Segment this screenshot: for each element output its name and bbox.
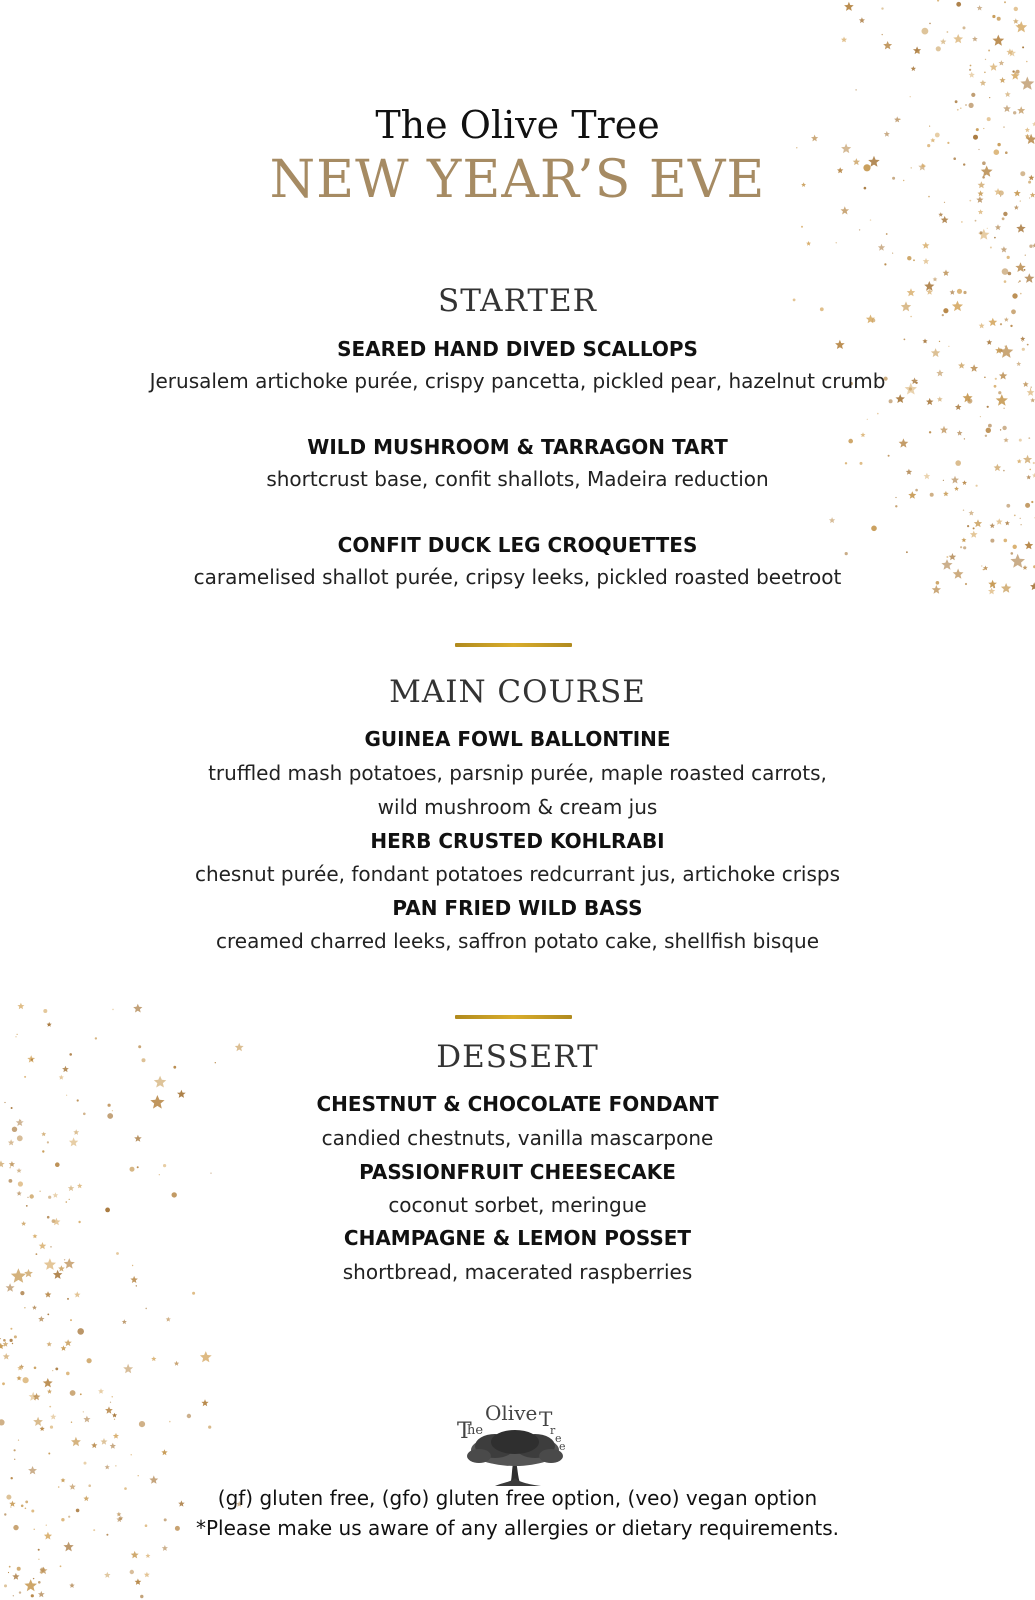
sparkle-dot bbox=[77, 1328, 84, 1335]
sparkle-dot bbox=[937, 0, 939, 2]
sparkle-dot bbox=[32, 1305, 37, 1310]
sparkle-dot bbox=[963, 26, 966, 29]
sparkle-dot bbox=[33, 1417, 43, 1426]
sparkle-dot bbox=[14, 1449, 16, 1451]
svg-text:Olive: Olive bbox=[485, 1401, 538, 1425]
sparkle-dot bbox=[943, 270, 950, 276]
sparkle-dot bbox=[882, 34, 883, 35]
sparkle-dot bbox=[1000, 323, 1002, 325]
sparkle-dot bbox=[61, 1345, 67, 1350]
sparkle-dot bbox=[19, 1591, 21, 1593]
sparkle-dot bbox=[988, 50, 990, 52]
sparkle-dot bbox=[1014, 7, 1018, 11]
sparkle-dot bbox=[28, 1466, 37, 1474]
sparkle-dot bbox=[1000, 429, 1001, 430]
sparkle-dot bbox=[4, 1584, 7, 1587]
sparkle-dot bbox=[40, 1426, 45, 1431]
sparkle-dot bbox=[1030, 398, 1035, 403]
sparkle-dot bbox=[1008, 272, 1012, 276]
svg-text:T: T bbox=[539, 1407, 553, 1431]
sparkle-dot bbox=[933, 277, 938, 282]
sparkle-dot bbox=[1020, 77, 1034, 90]
sparkle-dot bbox=[146, 1553, 151, 1558]
gold-sparkle-decoration-bottom-left bbox=[0, 1000, 270, 1600]
sparkle-dot bbox=[990, 523, 996, 528]
dish-name: CONFIT DUCK LEG CROQUETTES bbox=[337, 533, 698, 557]
sparkle-dot bbox=[84, 1462, 87, 1465]
sparkle-dot bbox=[70, 1390, 76, 1396]
sparkle-dot bbox=[104, 1572, 110, 1578]
dish-description: Jerusalem artichoke purée, crispy pancetta, pickled pear, hazelnut crumb bbox=[149, 369, 886, 393]
sparkle-dot bbox=[987, 406, 989, 408]
olive-tree-icon bbox=[455, 1398, 579, 1490]
sparkle-dot bbox=[1003, 408, 1004, 409]
dish-name: CHAMPAGNE & LEMON POSSET bbox=[343, 1226, 692, 1250]
sparkle-dot bbox=[984, 72, 986, 74]
sparkle-dot bbox=[17, 1567, 21, 1571]
sparkle-dot bbox=[131, 1454, 132, 1455]
sparkle-dot bbox=[133, 1004, 142, 1013]
sparkle-dot bbox=[24, 1076, 26, 1078]
event-title: NEW YEAR’S EVE bbox=[269, 150, 766, 210]
sparkle-dot bbox=[149, 1475, 158, 1483]
sparkle-dot bbox=[40, 1191, 41, 1192]
sparkle-dot bbox=[17, 1034, 18, 1035]
sparkle-dot bbox=[17, 1003, 24, 1010]
sparkle-dot bbox=[947, 31, 949, 33]
sparkle-dot bbox=[999, 77, 1005, 83]
sparkle-dot bbox=[1012, 70, 1014, 72]
sparkle-dot bbox=[922, 242, 929, 249]
sparkle-dot bbox=[1019, 280, 1021, 282]
sparkle-dot bbox=[110, 1402, 111, 1403]
sparkle-dot bbox=[956, 2, 961, 7]
sparkle-dot bbox=[138, 1475, 139, 1476]
sparkle-dot bbox=[9, 1566, 11, 1568]
sparkle-dot bbox=[192, 1292, 195, 1295]
sparkle-dot bbox=[38, 1581, 41, 1584]
sparkle-dot bbox=[110, 1443, 116, 1449]
dish-description: coconut sorbet, meringue bbox=[388, 1193, 647, 1217]
sparkle-dot bbox=[999, 60, 1005, 65]
sparkle-dot bbox=[45, 1291, 52, 1297]
dish-description: truffled mash potatoes, parsnip purée, maple roasted carrots, bbox=[208, 761, 827, 785]
dish-name: WILD MUSHROOM & TARRAGON TART bbox=[307, 435, 728, 459]
sparkle-dot bbox=[1003, 212, 1007, 216]
sparkle-dot bbox=[926, 398, 934, 405]
svg-text:e: e bbox=[559, 1440, 566, 1453]
sparkle-dot bbox=[8, 1572, 9, 1573]
sparkle-dot bbox=[878, 244, 885, 251]
sparkle-dot bbox=[963, 510, 964, 511]
sparkle-dot bbox=[52, 1218, 60, 1226]
sparkle-dot bbox=[83, 1411, 84, 1412]
sparkle-dot bbox=[112, 1009, 114, 1011]
sparkle-dot bbox=[1029, 245, 1032, 248]
sparkle-dot bbox=[889, 399, 893, 403]
sparkle-dot bbox=[979, 323, 985, 329]
sparkle-dot bbox=[977, 5, 983, 10]
sparkle-dot bbox=[1017, 459, 1022, 464]
sparkle-dot bbox=[971, 93, 975, 97]
sparkle-dot bbox=[886, 233, 888, 235]
sparkle-dot bbox=[47, 1341, 52, 1346]
sparkle-dot bbox=[34, 1367, 37, 1370]
sparkle-dot bbox=[187, 1414, 191, 1418]
dish-description: chesnut purée, fondant potatoes redcurrant jus, artichoke crisps bbox=[194, 862, 841, 886]
sparkle-dot bbox=[144, 1572, 150, 1578]
sparkle-dot bbox=[112, 1396, 113, 1397]
sparkle-dot bbox=[907, 256, 911, 260]
sparkle-dot bbox=[841, 37, 847, 43]
sparkle-dot bbox=[993, 35, 1005, 46]
sparkle-dot bbox=[48, 1453, 50, 1455]
restaurant-name: The Olive Tree bbox=[375, 103, 660, 147]
sparkle-dot bbox=[990, 63, 998, 71]
sparkle-dot bbox=[836, 242, 837, 243]
sparkle-dot bbox=[1025, 255, 1026, 256]
sparkle-dot bbox=[112, 1413, 117, 1418]
sparkle-dot bbox=[969, 69, 971, 71]
sparkle-dot bbox=[10, 1339, 13, 1342]
sparkle-dot bbox=[996, 518, 1003, 524]
sparkle-dot bbox=[20, 1120, 21, 1121]
sparkle-dot bbox=[1004, 1, 1006, 3]
sparkle-dot bbox=[995, 224, 1001, 230]
sparkle-dot bbox=[895, 497, 896, 498]
sparkle-dot bbox=[967, 525, 969, 527]
sparkle-dot bbox=[936, 46, 941, 51]
sparkle-dot bbox=[860, 462, 863, 465]
sparkle-dot bbox=[12, 1343, 13, 1344]
sparkle-dot bbox=[1016, 224, 1025, 233]
sparkle-dot bbox=[0, 1338, 1, 1339]
sparkle-dot bbox=[140, 1595, 143, 1598]
sparkle-dot bbox=[13, 1595, 14, 1596]
sparkle-dot bbox=[989, 97, 990, 98]
svg-text:T: T bbox=[457, 1419, 472, 1444]
sparkle-dot bbox=[105, 1464, 110, 1469]
sparkle-dot bbox=[70, 1319, 72, 1321]
sparkle-dot bbox=[87, 1358, 92, 1363]
sparkle-dot bbox=[49, 1406, 51, 1408]
sparkle-dot bbox=[63, 1542, 73, 1552]
sparkle-dot bbox=[829, 517, 835, 523]
sparkle-dot bbox=[38, 1316, 44, 1322]
sparkle-dot bbox=[943, 491, 949, 496]
sparkle-dot bbox=[1002, 426, 1006, 430]
sparkle-dot bbox=[870, 219, 871, 220]
sparkle-dot bbox=[166, 1317, 171, 1322]
sparkle-dot bbox=[64, 1339, 71, 1346]
sparkle-dot bbox=[24, 1579, 37, 1591]
sparkle-dot bbox=[115, 1465, 116, 1466]
sparkle-dot bbox=[796, 147, 797, 148]
sparkle-dot bbox=[83, 1416, 90, 1423]
sparkle-dot bbox=[71, 1437, 81, 1447]
sparkle-dot bbox=[955, 460, 961, 466]
sparkle-dot bbox=[135, 1579, 142, 1585]
sparkle-dot bbox=[940, 426, 948, 434]
sparkle-dot bbox=[970, 65, 972, 67]
sparkle-dot bbox=[1014, 515, 1016, 517]
sparkle-dot bbox=[877, 413, 879, 415]
sparkle-dot bbox=[1022, 46, 1024, 48]
sparkle-dot bbox=[105, 1406, 113, 1413]
sparkle-dot bbox=[201, 1399, 208, 1406]
sparkle-dot bbox=[969, 510, 975, 515]
sparkle-dot bbox=[151, 1356, 156, 1361]
sparkle-dot bbox=[855, 89, 856, 90]
sparkle-dot bbox=[17, 1376, 22, 1381]
sparkle-dot bbox=[990, 247, 992, 249]
dish-description: wild mushroom & cream jus bbox=[377, 795, 658, 819]
sparkle-dot bbox=[1013, 18, 1019, 24]
sparkle-dot bbox=[988, 424, 992, 428]
sparkle-dot bbox=[980, 416, 981, 417]
sparkle-dot bbox=[1024, 269, 1026, 271]
sparkle-dot bbox=[14, 1335, 17, 1338]
sparkle-dot bbox=[31, 1594, 34, 1597]
sparkle-dot bbox=[908, 491, 916, 499]
dietary-key: (gf) gluten free, (gfo) gluten free option, (veo) vegan option bbox=[217, 1486, 818, 1510]
sparkle-dot bbox=[987, 228, 988, 229]
sparkle-dot bbox=[169, 1421, 171, 1423]
sparkle-dot bbox=[867, 419, 868, 420]
dish-name: CHESTNUT & CHOCOLATE FONDANT bbox=[316, 1092, 719, 1116]
sparkle-dot bbox=[154, 1076, 167, 1088]
sparkle-dot bbox=[961, 221, 962, 222]
sparkle-dot bbox=[162, 1545, 168, 1551]
sparkle-dot bbox=[59, 1075, 64, 1080]
sparkle-dot bbox=[911, 66, 916, 71]
section-title-dessert: DESSERT bbox=[436, 1039, 599, 1075]
dish-description: caramelised shallot purée, cripsy leeks, pickled roasted beetroot bbox=[193, 565, 842, 589]
sparkle-dot bbox=[872, 319, 875, 322]
sparkle-dot bbox=[52, 1370, 53, 1371]
sparkle-dot bbox=[101, 1438, 108, 1445]
sparkle-dot bbox=[884, 263, 886, 265]
sparkle-dot bbox=[978, 229, 989, 240]
sparkle-dot bbox=[1026, 61, 1028, 63]
sparkle-dot bbox=[0, 1419, 5, 1425]
sparkle-dot bbox=[123, 1364, 133, 1374]
dish-name: PASSIONFRUIT CHEESECAKE bbox=[359, 1160, 676, 1184]
sparkle-dot bbox=[938, 212, 943, 217]
sparkle-dot bbox=[922, 28, 929, 35]
sparkle-dot bbox=[200, 1351, 212, 1362]
sparkle-dot bbox=[20, 1291, 24, 1295]
sparkle-dot bbox=[10, 1328, 12, 1330]
sparkle-dot bbox=[1006, 504, 1010, 508]
sparkle-dot bbox=[47, 1314, 49, 1316]
sparkle-dot bbox=[994, 237, 996, 239]
olive-tree-logo bbox=[455, 1398, 579, 1490]
sparkle-dot bbox=[980, 231, 983, 234]
sparkle-dot bbox=[859, 229, 860, 230]
sparkle-dot bbox=[139, 1421, 145, 1427]
sparkle-dot bbox=[1020, 518, 1021, 519]
sparkle-dot bbox=[3, 1341, 9, 1347]
sparkle-dot bbox=[937, 396, 943, 401]
sparkle-dot bbox=[47, 1022, 52, 1027]
sparkle-dot bbox=[895, 505, 897, 507]
sparkle-dot bbox=[33, 1578, 34, 1579]
sparkle-dot bbox=[1005, 521, 1010, 526]
sparkle-dot bbox=[1016, 361, 1021, 366]
sparkle-dot bbox=[38, 1549, 40, 1551]
sparkle-dot bbox=[997, 17, 1001, 21]
sparkle-dot bbox=[913, 46, 921, 54]
dish-name: GUINEA FOWL BALLONTINE bbox=[364, 727, 671, 751]
sparkle-dot bbox=[2, 1382, 5, 1385]
sparkle-dot bbox=[174, 1361, 179, 1366]
sparkle-dot bbox=[73, 1393, 74, 1394]
sparkle-dot bbox=[1016, 70, 1020, 74]
svg-text:r: r bbox=[550, 1424, 556, 1437]
sparkle-dot bbox=[78, 1221, 80, 1223]
sparkle-dot bbox=[985, 59, 986, 60]
sparkle-dot bbox=[61, 1478, 66, 1483]
sparkle-dot bbox=[66, 1372, 70, 1376]
sparkle-dot bbox=[1001, 246, 1008, 252]
dish-description: candied chestnuts, vanilla mascarpone bbox=[321, 1126, 714, 1150]
sparkle-dot bbox=[113, 1433, 119, 1439]
sparkle-dot bbox=[1002, 268, 1009, 275]
sparkle-dot bbox=[47, 1389, 52, 1394]
sparkle-dot bbox=[1005, 91, 1011, 97]
sparkle-dot bbox=[130, 1570, 134, 1574]
gold-divider bbox=[455, 1015, 572, 1019]
sparkle-dot bbox=[1031, 501, 1033, 503]
sparkle-dot bbox=[11, 1477, 13, 1479]
sparkle-dot bbox=[116, 1252, 119, 1255]
sparkle-dot bbox=[806, 241, 811, 246]
sparkle-dot bbox=[69, 1583, 74, 1588]
dish-name: PAN FRIED WILD BASS bbox=[392, 896, 643, 920]
sparkle-dot bbox=[844, 2, 854, 11]
sparkle-dot bbox=[145, 1308, 147, 1310]
sparkle-dot bbox=[883, 41, 892, 49]
sparkle-dot bbox=[986, 428, 991, 433]
sparkle-dot bbox=[929, 23, 931, 25]
sparkle-dot bbox=[14, 1459, 15, 1460]
sparkle-dot bbox=[38, 1591, 45, 1597]
sparkle-dot bbox=[871, 526, 877, 532]
sparkle-dot bbox=[1010, 325, 1012, 327]
allergy-note: *Please make us aware of any allergies or dietary requirements. bbox=[195, 1516, 839, 1540]
dish-name: SEARED HAND DIVED SCALLOPS bbox=[337, 337, 698, 361]
sparkle-dot bbox=[208, 1426, 211, 1429]
sparkle-dot bbox=[42, 1150, 44, 1152]
sparkle-dot bbox=[98, 1388, 104, 1394]
sparkle-dot bbox=[973, 527, 975, 529]
sparkle-dot bbox=[910, 96, 911, 97]
sparkle-dot bbox=[80, 1393, 82, 1395]
sparkle-dot bbox=[845, 462, 847, 464]
sparkle-dot bbox=[896, 394, 905, 403]
svg-text:e: e bbox=[555, 1432, 562, 1445]
sparkle-dot bbox=[50, 1414, 56, 1420]
sparkle-dot bbox=[974, 519, 982, 527]
sparkle-dot bbox=[892, 253, 893, 254]
sparkle-dot bbox=[24, 1307, 25, 1308]
sparkle-dot bbox=[975, 220, 977, 222]
dish-description: shortbread, macerated raspberries bbox=[342, 1260, 693, 1284]
sparkle-dot bbox=[923, 258, 930, 264]
sparkle-dot bbox=[16, 1119, 24, 1126]
sparkle-dot bbox=[43, 1009, 47, 1013]
sparkle-dot bbox=[91, 1442, 97, 1448]
sparkle-dot bbox=[917, 51, 920, 54]
sparkle-dot bbox=[930, 493, 934, 497]
section-title-starter: STARTER bbox=[437, 283, 598, 319]
sparkle-dot bbox=[36, 1253, 38, 1255]
sparkle-dot bbox=[913, 259, 915, 261]
sparkle-dot bbox=[12, 1573, 19, 1580]
sparkle-dot bbox=[136, 1285, 137, 1286]
sparkle-dot bbox=[801, 226, 803, 228]
sparkle-dot bbox=[969, 72, 975, 78]
sparkle-dot bbox=[131, 1551, 139, 1559]
sparkle-dot bbox=[43, 1378, 53, 1387]
sparkle-dot bbox=[980, 80, 987, 86]
gold-divider bbox=[455, 643, 572, 647]
sparkle-dot bbox=[953, 34, 963, 43]
sparkle-dot bbox=[71, 1422, 72, 1423]
sparkle-dot bbox=[1025, 503, 1030, 508]
sparkle-dot bbox=[3, 1353, 10, 1360]
sparkle-dot bbox=[996, 394, 1008, 406]
sparkle-dot bbox=[68, 1185, 75, 1191]
sparkle-dot bbox=[1007, 256, 1010, 259]
sparkle-dot bbox=[114, 1419, 115, 1420]
dish-name: HERB CRUSTED KOHLRABI bbox=[370, 829, 665, 853]
sparkle-dot bbox=[74, 1291, 80, 1297]
section-title-main-course: MAIN COURSE bbox=[389, 674, 646, 710]
sparkle-dot bbox=[60, 1565, 62, 1567]
sparkle-dot bbox=[859, 17, 865, 23]
sparkle-dot bbox=[67, 1298, 69, 1300]
sparkle-dot bbox=[3, 1339, 6, 1342]
sparkle-dot bbox=[1024, 273, 1034, 283]
sparkle-dot bbox=[1021, 524, 1022, 525]
sparkle-dot bbox=[1002, 217, 1005, 220]
sparkle-dot bbox=[15, 1036, 16, 1037]
sparkle-dot bbox=[992, 15, 995, 18]
sparkle-dot bbox=[161, 1449, 167, 1455]
sparkle-dot bbox=[941, 216, 949, 223]
sparkle-dot bbox=[6, 1283, 15, 1292]
sparkle-dot bbox=[122, 1319, 127, 1324]
sparkle-dot bbox=[958, 362, 965, 369]
dish-description: shortcrust base, confit shallots, Madeira reduction bbox=[266, 467, 769, 491]
sparkle-dot bbox=[23, 1377, 29, 1383]
sparkle-dot bbox=[955, 404, 962, 410]
dish-description: creamed charred leeks, saffron potato cake, shellfish bisque bbox=[215, 929, 820, 953]
sparkle-dot bbox=[940, 38, 946, 44]
sparkle-dot bbox=[972, 36, 978, 41]
sparkle-dot bbox=[881, 7, 883, 9]
sparkle-dot bbox=[50, 1426, 53, 1429]
svg-text:he: he bbox=[467, 1423, 484, 1438]
sparkle-dot bbox=[38, 1559, 39, 1560]
sparkle-dot bbox=[55, 1368, 58, 1371]
sparkle-dot bbox=[929, 431, 931, 433]
sparkle-dot bbox=[18, 1440, 19, 1441]
